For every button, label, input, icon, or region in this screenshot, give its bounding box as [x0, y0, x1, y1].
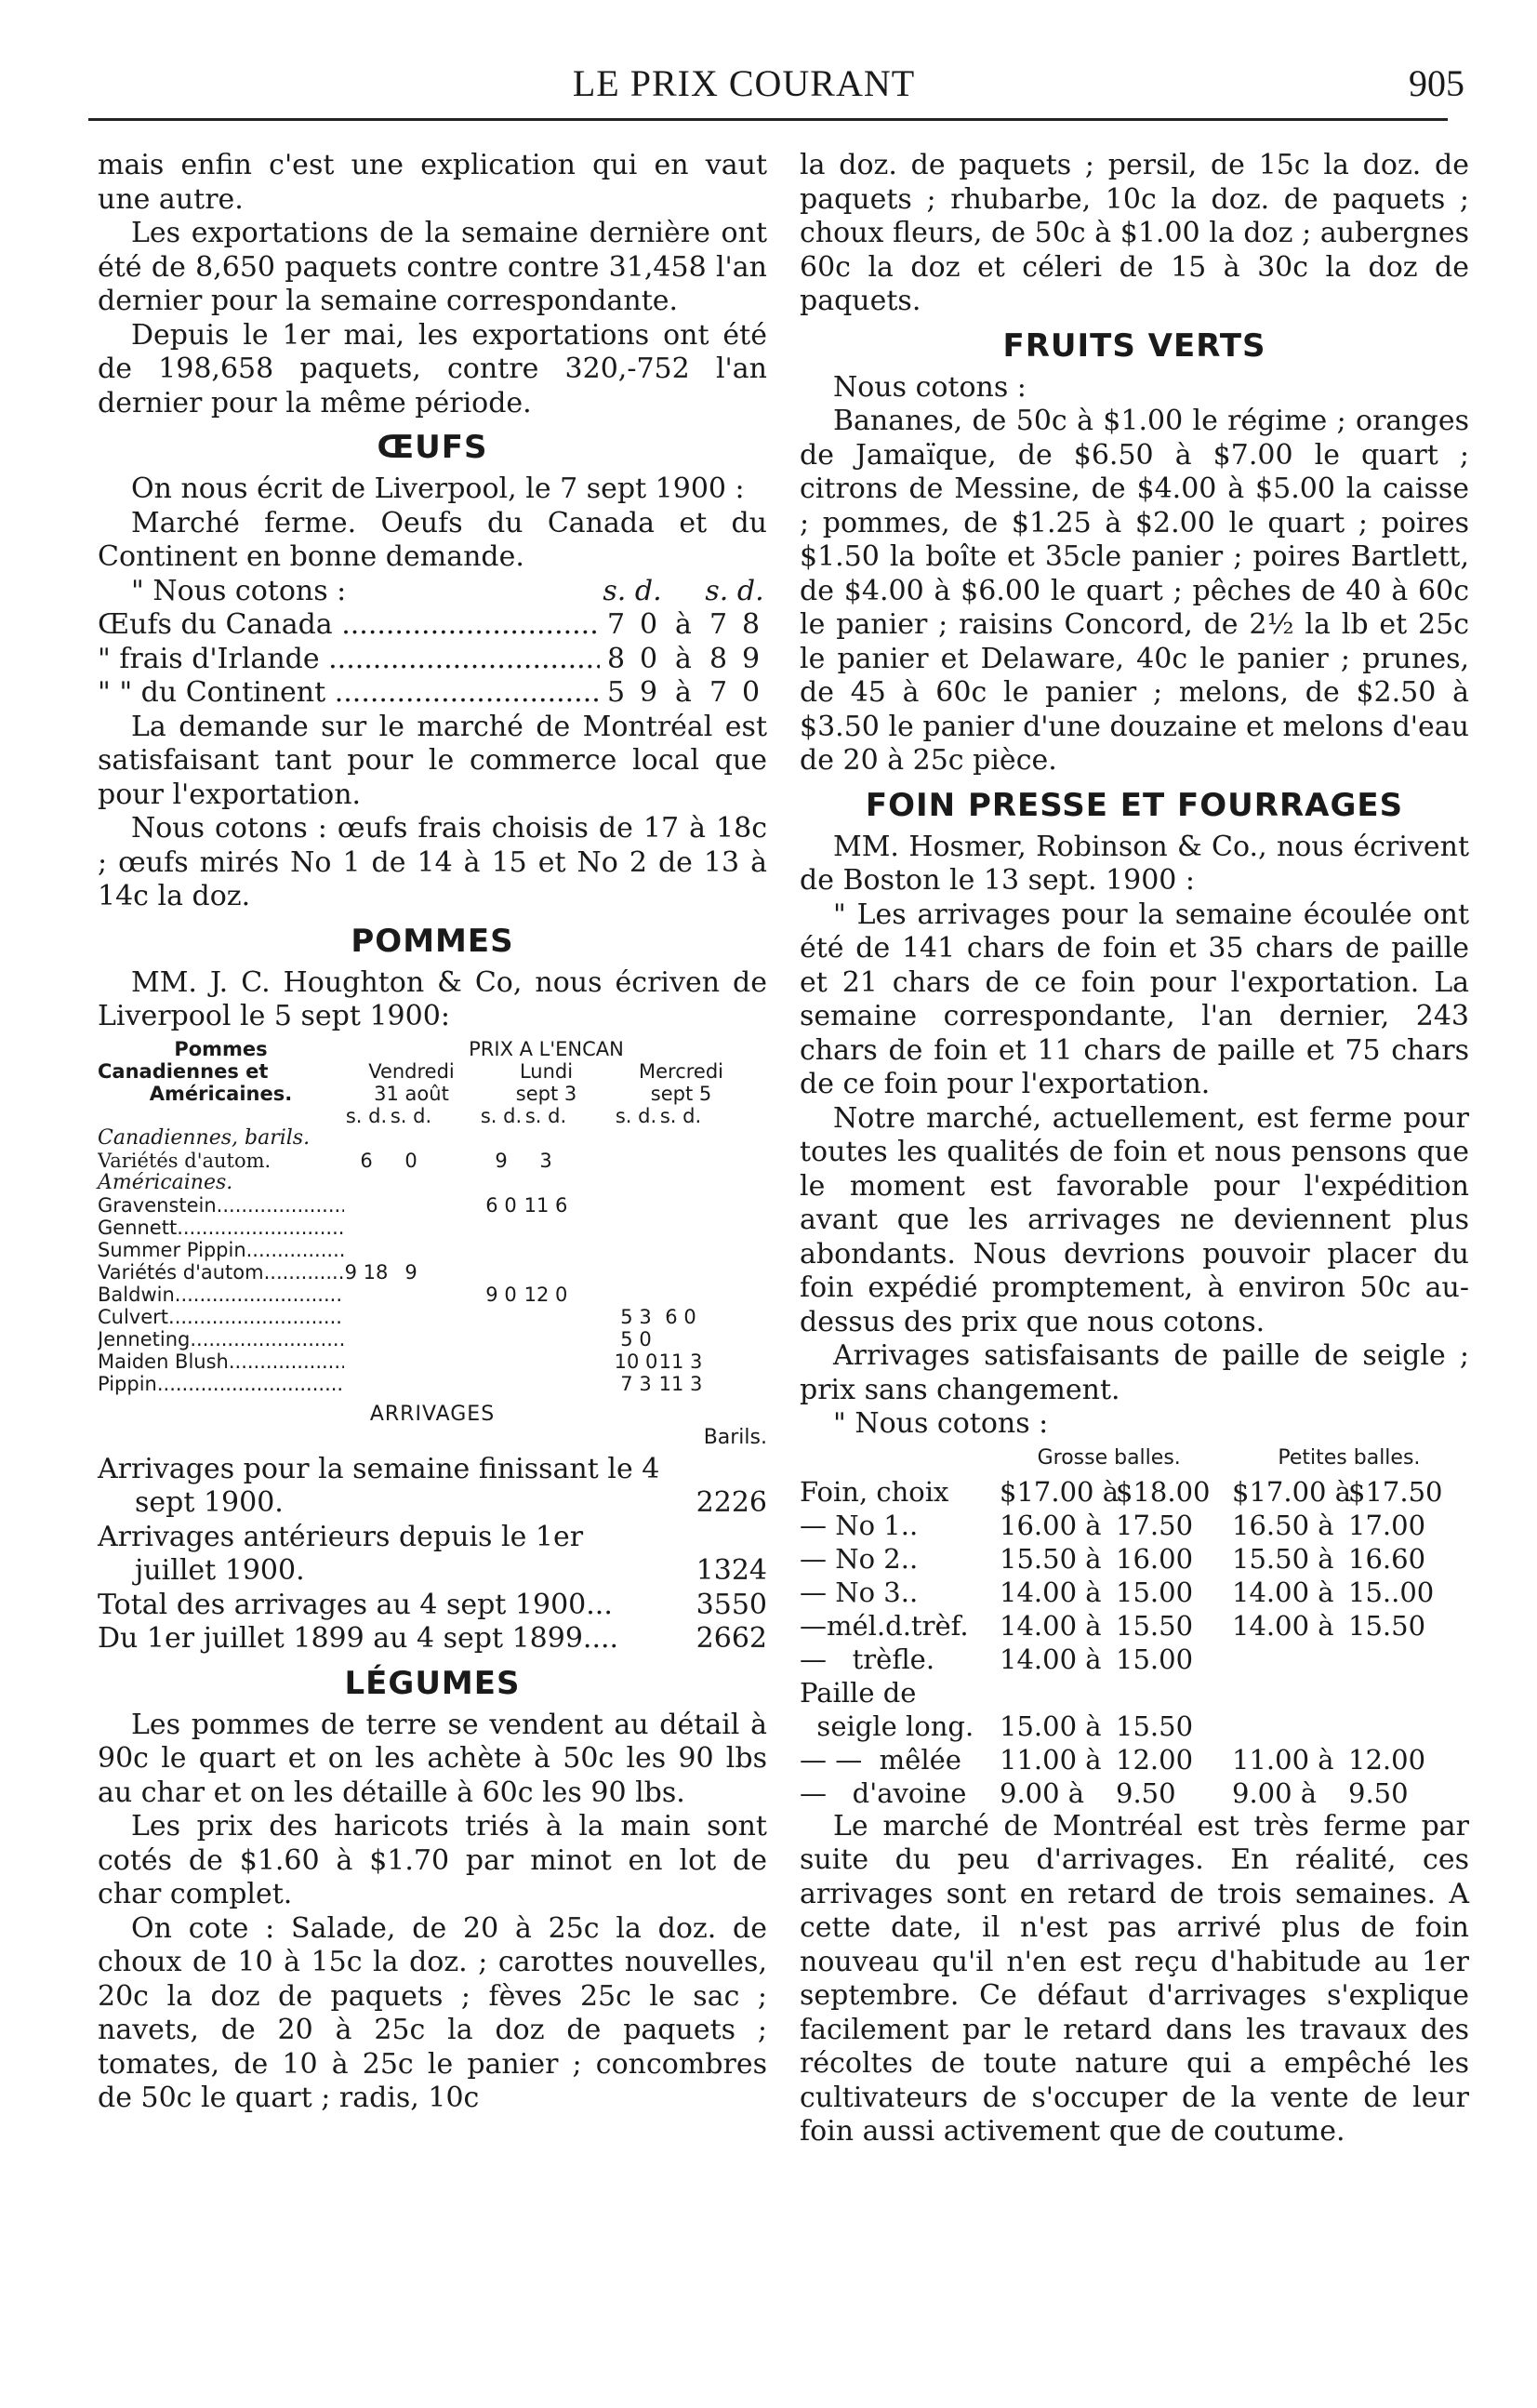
price-cell — [523, 1261, 568, 1284]
price-cell: 12.00 — [1116, 1743, 1194, 1776]
price-cell: 5 0 — [620, 1327, 652, 1350]
price-cell — [523, 1350, 568, 1373]
price-cell — [658, 1284, 703, 1306]
price-cell: 11 3 — [658, 1350, 703, 1373]
table-head-row — [98, 1060, 767, 1083]
price-cell — [389, 1239, 433, 1261]
price-cell: 17.50 — [1116, 1509, 1194, 1541]
price-cell: 9.00 à — [1232, 1776, 1318, 1809]
column-head: Grosse balles. — [1037, 1445, 1181, 1470]
grade-label: Foin, choix — [800, 1475, 949, 1508]
hay-rows — [800, 1475, 1469, 1810]
price-value: 8 — [606, 642, 626, 675]
price-value: 7 — [709, 676, 728, 709]
table-row — [98, 1589, 767, 1623]
price-cell — [523, 1373, 568, 1395]
price-value: 5 — [606, 676, 626, 709]
price-cell: 15.50 — [1116, 1710, 1194, 1742]
section-title-pommes: POMMES — [351, 922, 514, 960]
price-cell — [344, 1373, 389, 1395]
grade-label: — No 1.. — [800, 1509, 919, 1541]
foin-paragraph: MM. Hosmer, Robinson & Co., nous écrivent de Boston le 13 sept. 1900 : — [800, 830, 1469, 897]
fruits-lead: Nous cotons : — [833, 370, 1027, 404]
table-row — [98, 1373, 767, 1395]
price-label: Œufs du Canada ..... — [98, 608, 600, 643]
price-cell — [389, 1284, 433, 1306]
unit-label: s. d. — [705, 574, 764, 607]
price-cell — [389, 1350, 433, 1373]
table-head-row — [800, 1442, 1469, 1475]
price-cell — [658, 1239, 703, 1261]
price-cell — [614, 1217, 658, 1239]
price-cell: 7 3 — [620, 1372, 652, 1395]
fruits-paragraph: Bananes, de 50c à $1.00 le régime ; oranges de Jamaïque, de $6.50 à $7.00 le quart ; citrons de Messine, de $4.00 à $5.00 la caisse ; pommes, de $1.25 à $2.00 le quart ; poires $1.50 la boîte et 35cle panier ; poires Bartlett, de $4.00 à $6.00 le quart ; pêches de 40 à 60c le panier ; raisins Concord, de 2½ la lb et 25c le panier et Delaware, 40c le panier ; prunes, de 45 à 60c le panier ; melons, de $2.50 à $3.50 le panier d'une douzaine et melons d'eau de 20 à 25c pièce. — [800, 405, 1469, 777]
price-cell — [1348, 1643, 1464, 1676]
price-value: 8 — [741, 608, 761, 641]
date-label: sept 5 — [650, 1082, 712, 1105]
price-cell: 16.00 — [1116, 1542, 1194, 1575]
price-cell: 12.00 — [1348, 1743, 1426, 1776]
table-row — [98, 1284, 767, 1306]
section-title-legumes: LÉGUMES — [344, 1664, 521, 1702]
table-row — [98, 1194, 767, 1217]
date-label: sept 3 — [515, 1082, 577, 1105]
price-cell — [1232, 1643, 1348, 1676]
arrivage-label: Arrivages antérieurs depuis le 1er juillet 1900. — [98, 1520, 584, 1587]
price-cell: 11 3 — [658, 1372, 703, 1395]
column-head: Petites balles. — [1278, 1445, 1421, 1470]
table-row — [98, 1150, 767, 1172]
arrivage-label: Du 1er juillet 1899 au 4 sept 1899.... — [98, 1622, 619, 1655]
table-row — [800, 1710, 1469, 1743]
arrivage-value: 3550 — [696, 1588, 767, 1621]
price-cell: 14.00 à — [1232, 1576, 1334, 1608]
legumes-paragraph: On cote : Salade, de 20 à 25c la doz. de choux de 10 à 15c la doz. ; carottes nouvelles, 20c la doz de paquets ; fèves 25c le sac ; navets, de 20 à 25c la doz de paquets ; tomates, de 10 à 25c le panier ; concombres de 50c le quart ; radis, 10c — [98, 1911, 767, 2114]
table-row — [98, 1239, 767, 1261]
price-value: 8 — [709, 642, 728, 675]
variety-label: Jenneting ..... — [98, 1328, 344, 1350]
price-cell: 3 — [539, 1149, 552, 1172]
price-cell: 11.00 à — [1232, 1743, 1334, 1776]
price-cell — [523, 1217, 568, 1239]
price-cell: 15.00 — [1116, 1576, 1194, 1608]
price-cell — [1348, 1676, 1464, 1710]
day-label: Lundi — [519, 1059, 574, 1083]
price-cell: 10 0 — [614, 1350, 658, 1373]
price-cell: 9.50 — [1116, 1776, 1176, 1809]
intro-paragraph: Depuis le 1er mai, les exportations ont été de 198,658 paquets, contre 320,-752 l'an dernier pour la même période. — [98, 318, 767, 419]
price-cell — [614, 1284, 658, 1306]
price-cell — [523, 1306, 568, 1328]
unit-row — [98, 1105, 767, 1127]
arrivage-value: 2662 — [696, 1622, 767, 1655]
table-row — [98, 1453, 767, 1521]
price-cell — [658, 1328, 703, 1350]
oeufs-price-list — [98, 608, 767, 711]
price-cell: 16.00 à — [1000, 1509, 1102, 1541]
table-row — [800, 1676, 1469, 1710]
price-cell: 5 3 — [620, 1305, 652, 1328]
price-cell — [344, 1306, 389, 1328]
price-value: 7 — [606, 608, 626, 641]
price-cell: $17.00 à — [1232, 1475, 1351, 1508]
price-cell — [479, 1239, 523, 1261]
price-cell: 14.00 à — [1232, 1609, 1334, 1642]
price-cell: 9.00 à — [1000, 1776, 1085, 1809]
price-cell: 15.00 — [1116, 1643, 1194, 1675]
price-cell — [344, 1194, 389, 1217]
price-cell — [389, 1328, 433, 1350]
price-line — [98, 643, 767, 677]
price-label: " " du Continent ..... — [98, 676, 600, 711]
price-value: 0 — [639, 642, 658, 675]
table-row — [800, 1542, 1469, 1576]
intro-paragraph: Les exportations de la semaine dernière ont été de 8,650 paquets contre contre 31,458 l'an dernier pour la semaine correspondante. — [98, 217, 767, 317]
price-cell — [389, 1306, 433, 1328]
arrivage-label: Total des arrivages au 4 sept 1900... — [98, 1588, 613, 1621]
price-cell — [523, 1328, 568, 1350]
price-head: PRIX A L'ENCAN — [469, 1037, 624, 1060]
price-sep: à — [675, 642, 692, 675]
price-cell — [344, 1284, 389, 1306]
price-cell: 14.00 à — [1000, 1576, 1102, 1608]
legumes-paragraph: Les pommes de terre se vendent au détail à 90c le quart et on les achète à 50c les 90 lbs au char et on les détaille à 60c les 90 lbs. — [98, 1708, 767, 1809]
price-cell: 9 — [404, 1260, 417, 1284]
price-cell — [1116, 1676, 1232, 1710]
arrivage-label: Arrivages pour la semaine finissant le 4 sept 1900. — [98, 1452, 660, 1519]
table-row — [98, 1328, 767, 1350]
apple-price-table — [98, 1038, 767, 1395]
grade-label: — No 3.. — [800, 1576, 919, 1608]
price-cell: 16.50 à — [1232, 1509, 1334, 1541]
price-cell: 9 — [495, 1149, 508, 1172]
oeufs-paragraph: Marché ferme. Oeufs du Canada et du Continent en bonne demande. — [98, 506, 767, 573]
price-cell — [658, 1217, 703, 1239]
foin-paragraph: Notre marché, actuellement, est ferme pour toutes les qualités de foin et nous pensons que le moment est favorable pour l'expédition avant que les arrivages ne deviennent plus abondants. Nous devrions pouvoir placer du foin expédié promptement, à environ 50c au-dessus des prix que nous cotons. — [800, 1101, 1469, 1338]
price-line — [98, 608, 767, 643]
price-cell: 16.60 — [1348, 1542, 1426, 1575]
oeufs-units-row — [98, 575, 767, 609]
price-cell: 11 6 — [523, 1193, 568, 1217]
price-sep: à — [675, 676, 692, 709]
table-row — [800, 1776, 1469, 1810]
price-cell — [479, 1261, 523, 1284]
price-cell: 17.00 — [1348, 1509, 1426, 1541]
price-cell: 15.50 — [1348, 1609, 1426, 1642]
price-cell — [479, 1306, 523, 1328]
price-cell — [479, 1217, 523, 1239]
price-cell — [479, 1328, 523, 1350]
arrivages-title: ARRIVAGES — [369, 1402, 496, 1426]
table-row — [800, 1509, 1469, 1542]
table-row — [800, 1475, 1469, 1509]
variety-label: Pippin ..... — [98, 1373, 344, 1395]
table-row — [98, 1217, 767, 1239]
price-cell — [658, 1261, 703, 1284]
foin-paragraph: Arrivages satisfaisants de paille de seigle ; prix sans changement. — [800, 1339, 1469, 1406]
price-cell — [614, 1239, 658, 1261]
page-number: 905 — [1409, 62, 1464, 104]
table-head-label: Pommes — [174, 1037, 268, 1060]
hay-price-table — [800, 1442, 1469, 1810]
table-row — [98, 1261, 767, 1284]
unit-label: s. d. — [603, 574, 662, 607]
variety-label: Gennett ..... — [98, 1217, 344, 1239]
price-cell: 6 — [360, 1149, 373, 1172]
quote-lead: " Nous cotons : — [131, 574, 347, 607]
oeufs-paragraph: On nous écrit de Liverpool, le 7 sept 1900 : — [131, 472, 745, 505]
price-cell — [614, 1194, 658, 1217]
variety-label: Summer Pippin ..... — [98, 1239, 344, 1261]
unit-label: s. d. — [390, 1104, 432, 1127]
price-cell — [479, 1350, 523, 1373]
legumes-paragraph: Les prix des haricots triés à la main sont cotés de $1.60 à $1.70 par minot en lot de char complet. — [98, 1810, 767, 1910]
left-column — [98, 149, 767, 2116]
grade-label: —mél.d.trèf. — [800, 1609, 969, 1642]
price-cell: 15..00 — [1348, 1576, 1435, 1608]
grade-label: — — mêlée — [800, 1743, 961, 1776]
price-cell: 14.00 à — [1000, 1609, 1102, 1642]
section-row — [98, 1172, 767, 1194]
foin-paragraph: " Les arrivages pour la semaine écoulée ont été de 141 chars de foin et 35 chars de paille et 21 chars de ce foin pour l'exportation. La semaine correspondante, l'an dernier, 243 chars de foin et 11 chars de paille et 75 chars de ce foin pour l'exportation. — [800, 898, 1469, 1100]
price-cell: 15.50 à — [1000, 1542, 1102, 1575]
price-cell — [614, 1261, 658, 1284]
barils-label: Barils. — [703, 1425, 767, 1449]
running-title: LE PRIX COURANT — [572, 62, 916, 104]
price-cell — [344, 1217, 389, 1239]
price-cell: 15.50 à — [1232, 1542, 1334, 1575]
variety-label: Baldwin ..... — [98, 1284, 344, 1306]
price-cell: 14.00 à — [1000, 1643, 1102, 1675]
table-row — [800, 1643, 1469, 1676]
table-row — [800, 1743, 1469, 1776]
oeufs-paragraph: Nous cotons : œufs frais choisis de 17 à 18c ; œufs mirés No 1 de 14 à 15 et No 2 de 13 à 14c la doz. — [98, 812, 767, 912]
grade-label: — d'avoine — [800, 1776, 967, 1809]
price-cell — [479, 1373, 523, 1395]
pommes-paragraph: MM. J. C. Houghton & Co, nous écriven de Liverpool le 5 sept 1900: — [98, 965, 767, 1032]
arrivages-table — [98, 1453, 767, 1656]
american-rows — [98, 1194, 767, 1395]
table-row — [98, 1521, 767, 1589]
price-cell: $18.00 — [1116, 1475, 1211, 1508]
date-label: 31 août — [374, 1082, 449, 1105]
unit-label: s. d. — [615, 1104, 657, 1127]
table-head-label: Américaines. — [149, 1082, 293, 1105]
price-cell: 15.00 à — [1000, 1710, 1102, 1742]
section-row — [98, 1127, 767, 1150]
price-cell: 6 0 — [485, 1193, 517, 1217]
foin-paragraph: Le marché de Montréal est très ferme par suite du peu d'arrivages. En réalité, ces arrivages sont en retard de trois semaines. A cette date, il n'est pas arrivé plus de foin nouveau qu'il n'en est reçu d'habitude au 1er septembre. Ce défaut d'arrivages s'explique facilement par le retard dans les travaux des récoltes de toute nature qui a empêché les cultivateurs de s'occuper de la vente de leur foin aussi activement que de coutume. — [800, 1809, 1469, 2148]
price-cell — [344, 1239, 389, 1261]
unit-label: s. d. — [524, 1104, 567, 1127]
price-cell — [344, 1350, 389, 1373]
price-cell — [389, 1194, 433, 1217]
price-cell: $17.50 — [1348, 1475, 1443, 1508]
price-cell: 0 — [404, 1149, 417, 1172]
table-row — [98, 1350, 767, 1373]
variety-label: Variétés d'autom. ..... — [98, 1261, 344, 1284]
price-cell — [344, 1328, 389, 1350]
table-row — [800, 1609, 1469, 1643]
day-label: Vendredi — [368, 1059, 455, 1083]
price-cell — [1232, 1710, 1348, 1743]
price-cell: 15.50 — [1116, 1609, 1194, 1642]
unit-label: s. d. — [659, 1104, 702, 1127]
price-cell: 9 18 — [344, 1260, 389, 1284]
price-label: " frais d'Irlande ..... — [98, 643, 600, 677]
section-label: Américaines. — [98, 1170, 233, 1194]
price-cell — [1000, 1676, 1116, 1710]
unit-label: s. d. — [345, 1104, 388, 1127]
grade-label: seigle long. — [800, 1710, 974, 1742]
day-label: Mercredi — [638, 1059, 723, 1083]
section-label: Canadiennes, barils. — [98, 1125, 311, 1150]
foin-paragraph: " Nous cotons : — [833, 1407, 1049, 1440]
arrivage-value: 1324 — [696, 1554, 767, 1587]
price-cell: $17.00 à — [1000, 1475, 1119, 1508]
section-title-oeufs: ŒUFS — [377, 429, 488, 466]
variety-label: Gravenstein ..... — [98, 1194, 344, 1217]
table-row — [98, 1306, 767, 1328]
unit-label: s. d. — [480, 1104, 523, 1127]
price-cell: 6 0 — [665, 1305, 696, 1328]
price-value: 7 — [709, 608, 728, 641]
grade-label: Paille de — [800, 1676, 917, 1709]
grade-label: — trèfle. — [800, 1643, 935, 1675]
intro-paragraph: mais enfin c'est une explication qui en vaut une autre. — [98, 149, 767, 216]
table-head-row — [98, 1083, 767, 1105]
table-head-label: Canadiennes et — [98, 1059, 269, 1083]
table-row — [98, 1622, 767, 1656]
price-cell — [389, 1373, 433, 1395]
table-head-row — [98, 1038, 767, 1060]
price-cell — [523, 1239, 568, 1261]
price-cell — [658, 1194, 703, 1217]
right-column — [800, 149, 1469, 2149]
price-cell — [389, 1217, 433, 1239]
variety-label: Variétés d'autom. — [98, 1149, 272, 1172]
price-value: 0 — [639, 608, 658, 641]
arrivage-value: 2226 — [696, 1486, 767, 1519]
variety-label: Maiden Blush ..... — [98, 1350, 344, 1373]
section-title-fruits: FRUITS VERTS — [1002, 326, 1266, 365]
oeufs-paragraph: La demande sur le marché de Montréal est satisfaisant tant pour le commerce local que pour l'exportation. — [98, 710, 767, 811]
price-sep: à — [675, 608, 692, 641]
header-rule — [88, 118, 1448, 121]
section-title-foin: FOIN PRESSE ET FOURRAGES — [865, 786, 1404, 824]
price-cell: 12 0 — [523, 1283, 568, 1306]
table-row — [800, 1576, 1469, 1609]
price-cell: 11.00 à — [1000, 1743, 1102, 1776]
price-value: 0 — [741, 676, 761, 709]
price-cell — [1232, 1676, 1348, 1710]
price-line — [98, 676, 767, 711]
legumes-continued: la doz. de paquets ; persil, de 15c la doz. de paquets ; rhubarbe, 10c la doz. de paquets ; choux fleurs, de 50c à $1.00 la doz ; aubergnes 60c la doz et céleri de 15 à 30c la doz de paquets. — [800, 149, 1469, 317]
price-value: 9 — [639, 676, 658, 709]
price-cell: 9.50 — [1348, 1776, 1409, 1809]
variety-label: Culvert ..... — [98, 1306, 344, 1328]
price-cell: 9 0 — [485, 1283, 517, 1306]
grade-label: — No 2.. — [800, 1542, 919, 1575]
price-cell — [1348, 1710, 1464, 1743]
price-value: 9 — [741, 642, 761, 675]
